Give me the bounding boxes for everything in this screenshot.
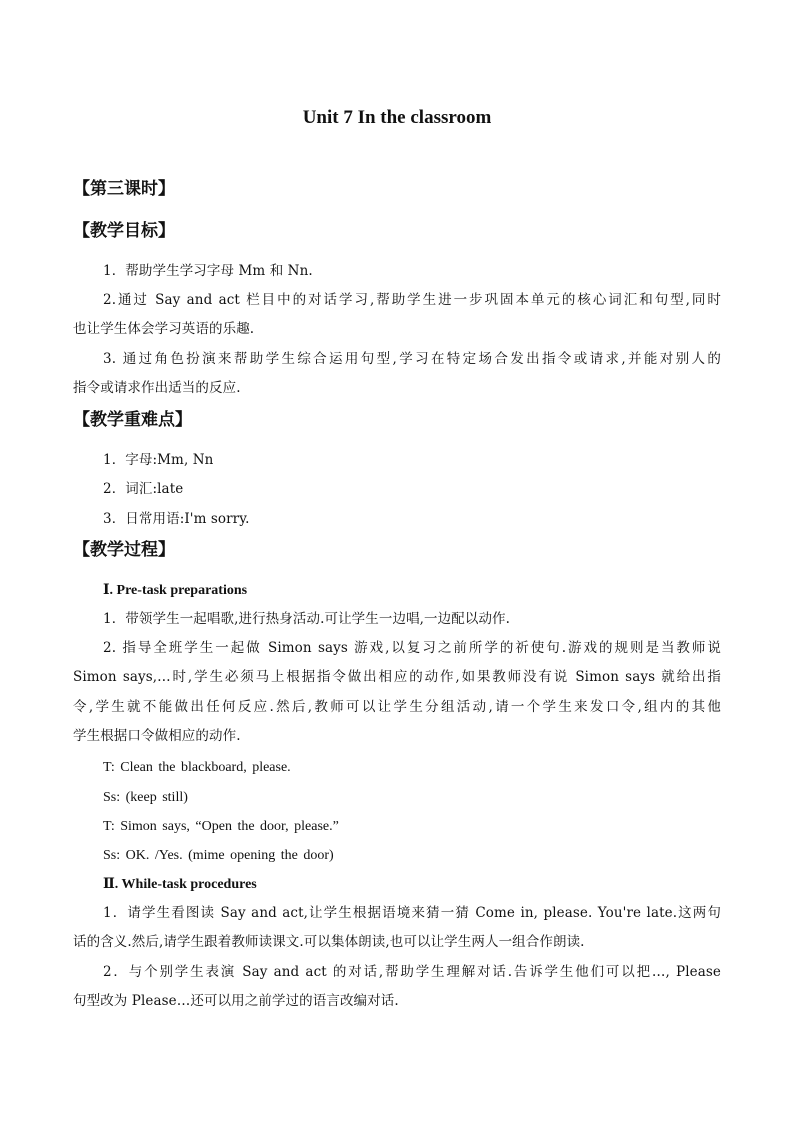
key-point-line: 3．日常用语:I'm sorry. [103,511,250,527]
process-line: 1．请学生看图读 Say and act,让学生根据语境来猜一猜 Come in, please. You're late.这两句 [103,905,721,921]
process-line: 话的含义.然后,请学生跟着教师读课文.可以集体朗读,也可以让学生两人一组合作朗读. [73,934,585,950]
process-line: 2. 指导全班学生一起做 Simon says 游戏,以复习之前所学的祈使句.游戏的规则是当教师说 [103,640,721,656]
dialogue-line: Ss: OK. /Yes. (mime opening the door) [103,848,334,863]
lesson-heading: 【第三课时】 [73,179,175,199]
process-line: 1．带领学生一起唱歌,进行热身活动.可让学生一边唱,一边配以动作. [103,611,511,627]
process-line: 2．与个别学生表演 Say and act 的对话,帮助学生理解对话.告诉学生他们可以把…, Please [103,964,721,980]
objective-line: 2.通过 Say and act 栏目中的对话学习,帮助学生进一步巩固本单元的核心词汇和句型,同时 [103,292,721,308]
dialogue-line: T: Simon says, “Open the door, please.” [103,819,339,834]
objective-line: 也让学生体会学习英语的乐趣. [73,321,255,337]
key-points-heading: 【教学重难点】 [73,410,192,430]
key-point-line: 2．词汇:late [103,481,184,497]
process-line: 令,学生就不能做出任何反应.然后,教师可以让学生分组活动,请一个学生来发口令,组内的其他 [73,699,721,715]
dialogue-line: Ss: (keep still) [103,790,188,805]
section-title-while-task: Ⅱ. While-task procedures [103,877,257,892]
key-point-line: 1．字母:Mm, Nn [103,452,214,468]
objective-line: 3. 通过角色扮演来帮助学生综合运用句型,学习在特定场合发出指令或请求,并能对别人的 [103,351,721,367]
section-title-pre-task: Ⅰ. Pre-task preparations [103,583,248,598]
objectives-heading: 【教学目标】 [73,221,175,241]
process-line: Simon says,…时,学生必须马上根据指令做出相应的动作,如果教师没有说 Simon says 就给出指 [73,669,721,685]
objective-line: 1．帮助学生学习字母 Mm 和 Nn. [103,263,313,279]
process-heading: 【教学过程】 [73,540,175,560]
document-title: Unit 7 In the classroom [302,107,492,128]
process-line: 学生根据口令做相应的动作. [73,728,241,744]
objective-line: 指令或请求作出适当的反应. [73,380,241,396]
dialogue-line: T: Clean the blackboard, please. [103,760,291,775]
process-line: 句型改为 Please…还可以用之前学过的语言改编对话. [73,993,399,1009]
